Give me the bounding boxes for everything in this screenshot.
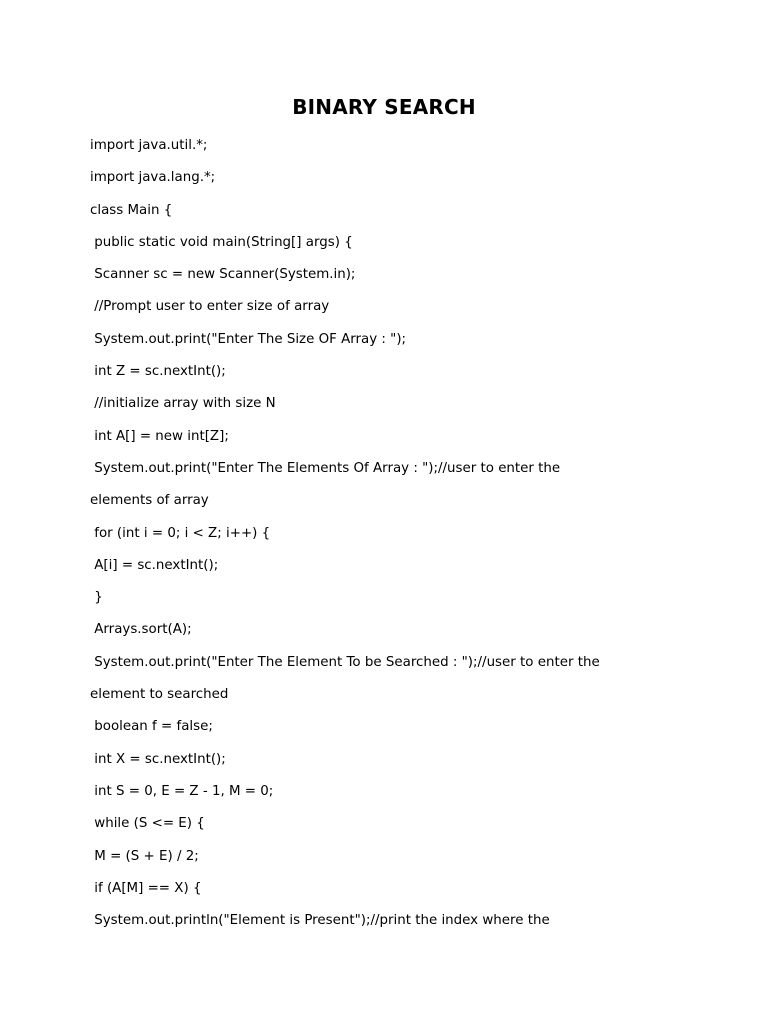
code-line: int Z = sc.nextInt(); xyxy=(90,364,226,380)
code-line: A[i] = sc.nextInt(); xyxy=(90,557,219,573)
code-line: Arrays.sort(A); xyxy=(90,622,192,638)
code-line: int X = sc.nextInt(); xyxy=(90,751,226,767)
code-line: elements of array xyxy=(90,493,209,509)
code-line: //initialize array with size N xyxy=(90,396,276,412)
code-line: Scanner sc = new Scanner(System.in); xyxy=(90,267,356,283)
code-line: M = (S + E) / 2; xyxy=(90,848,199,864)
code-line: while (S <= E) { xyxy=(90,816,205,832)
code-line: } xyxy=(90,590,103,606)
code-line: class Main { xyxy=(90,202,173,218)
code-line: int A[] = new int[Z]; xyxy=(90,428,229,444)
code-line: element to searched xyxy=(90,687,229,703)
code-line: if (A[M] == X) { xyxy=(90,880,202,896)
code-line: //Prompt user to enter size of array xyxy=(90,299,330,315)
code-listing xyxy=(90,130,690,937)
code-line: for (int i = 0; i < Z; i++) { xyxy=(90,525,271,541)
document-title: BINARY SEARCH xyxy=(292,95,476,119)
code-line: import java.lang.*; xyxy=(90,170,216,186)
code-line: System.out.println("Element is Present");//print the index where the xyxy=(90,913,550,929)
code-line: System.out.print("Enter The Elements Of Array : ");//user to enter the xyxy=(90,460,561,476)
code-line: boolean f = false; xyxy=(90,719,213,735)
code-line: public static void main(String[] args) { xyxy=(90,234,353,250)
code-line: System.out.print("Enter The Size OF Array : "); xyxy=(90,331,407,347)
code-line: int S = 0, E = Z - 1, M = 0; xyxy=(90,783,274,799)
code-line: import java.util.*; xyxy=(90,138,208,153)
code-line: System.out.print("Enter The Element To be Searched : ");//user to enter the xyxy=(90,654,600,670)
